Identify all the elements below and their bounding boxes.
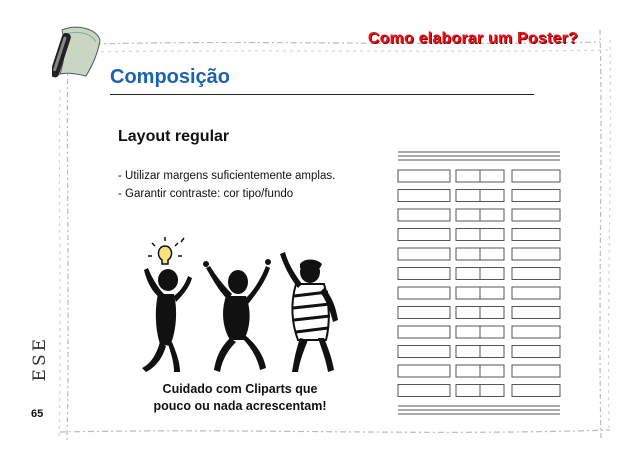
section-title: Composição xyxy=(110,66,231,88)
title-divider xyxy=(110,94,534,95)
grid-cell xyxy=(398,170,450,182)
layout-grid-diagram-icon xyxy=(390,148,568,420)
grid-cell xyxy=(512,229,560,241)
grid-cell xyxy=(398,307,450,319)
ese-logo-text: ESE xyxy=(30,336,50,382)
bullet-item: - Utilizar margens suficientemente amplas. xyxy=(118,170,336,182)
grid-cell xyxy=(512,287,560,299)
clipart-caption xyxy=(140,381,340,415)
bullet-list xyxy=(118,167,335,203)
grid-cell xyxy=(398,326,450,338)
grid-cell xyxy=(512,209,560,221)
grid-cell xyxy=(398,209,450,221)
grid-cell xyxy=(512,268,560,280)
grid-cell xyxy=(512,365,560,377)
bullet-item: - Garantir contraste: cor tipo/fundo xyxy=(118,188,294,200)
slide-subtitle: Layout regular xyxy=(118,128,230,145)
grid-cell xyxy=(398,346,450,358)
grid-cell xyxy=(512,170,560,182)
presentation-title: Como elaborar um Poster? xyxy=(367,30,578,47)
grid-cell xyxy=(398,229,450,241)
grid-cell xyxy=(512,307,560,319)
grid-cell xyxy=(512,248,560,260)
grid-cell xyxy=(512,346,560,358)
grid-cell xyxy=(398,365,450,377)
grid-cell xyxy=(398,385,450,397)
grid-cell xyxy=(512,190,560,202)
rolled-paper-logo-icon xyxy=(52,22,104,84)
dancing-figures-clipart-icon xyxy=(140,232,355,378)
grid-cell xyxy=(512,326,560,338)
grid-cell xyxy=(398,248,450,260)
grid-cell xyxy=(398,190,450,202)
caption-line: Cuidado com Cliparts que xyxy=(162,382,318,396)
page-number: 65 xyxy=(31,408,44,420)
caption-line: pouco ou nada acrescentam! xyxy=(153,399,327,413)
grid-cell xyxy=(398,287,450,299)
grid-cell xyxy=(512,385,560,397)
grid-cell xyxy=(398,268,450,280)
